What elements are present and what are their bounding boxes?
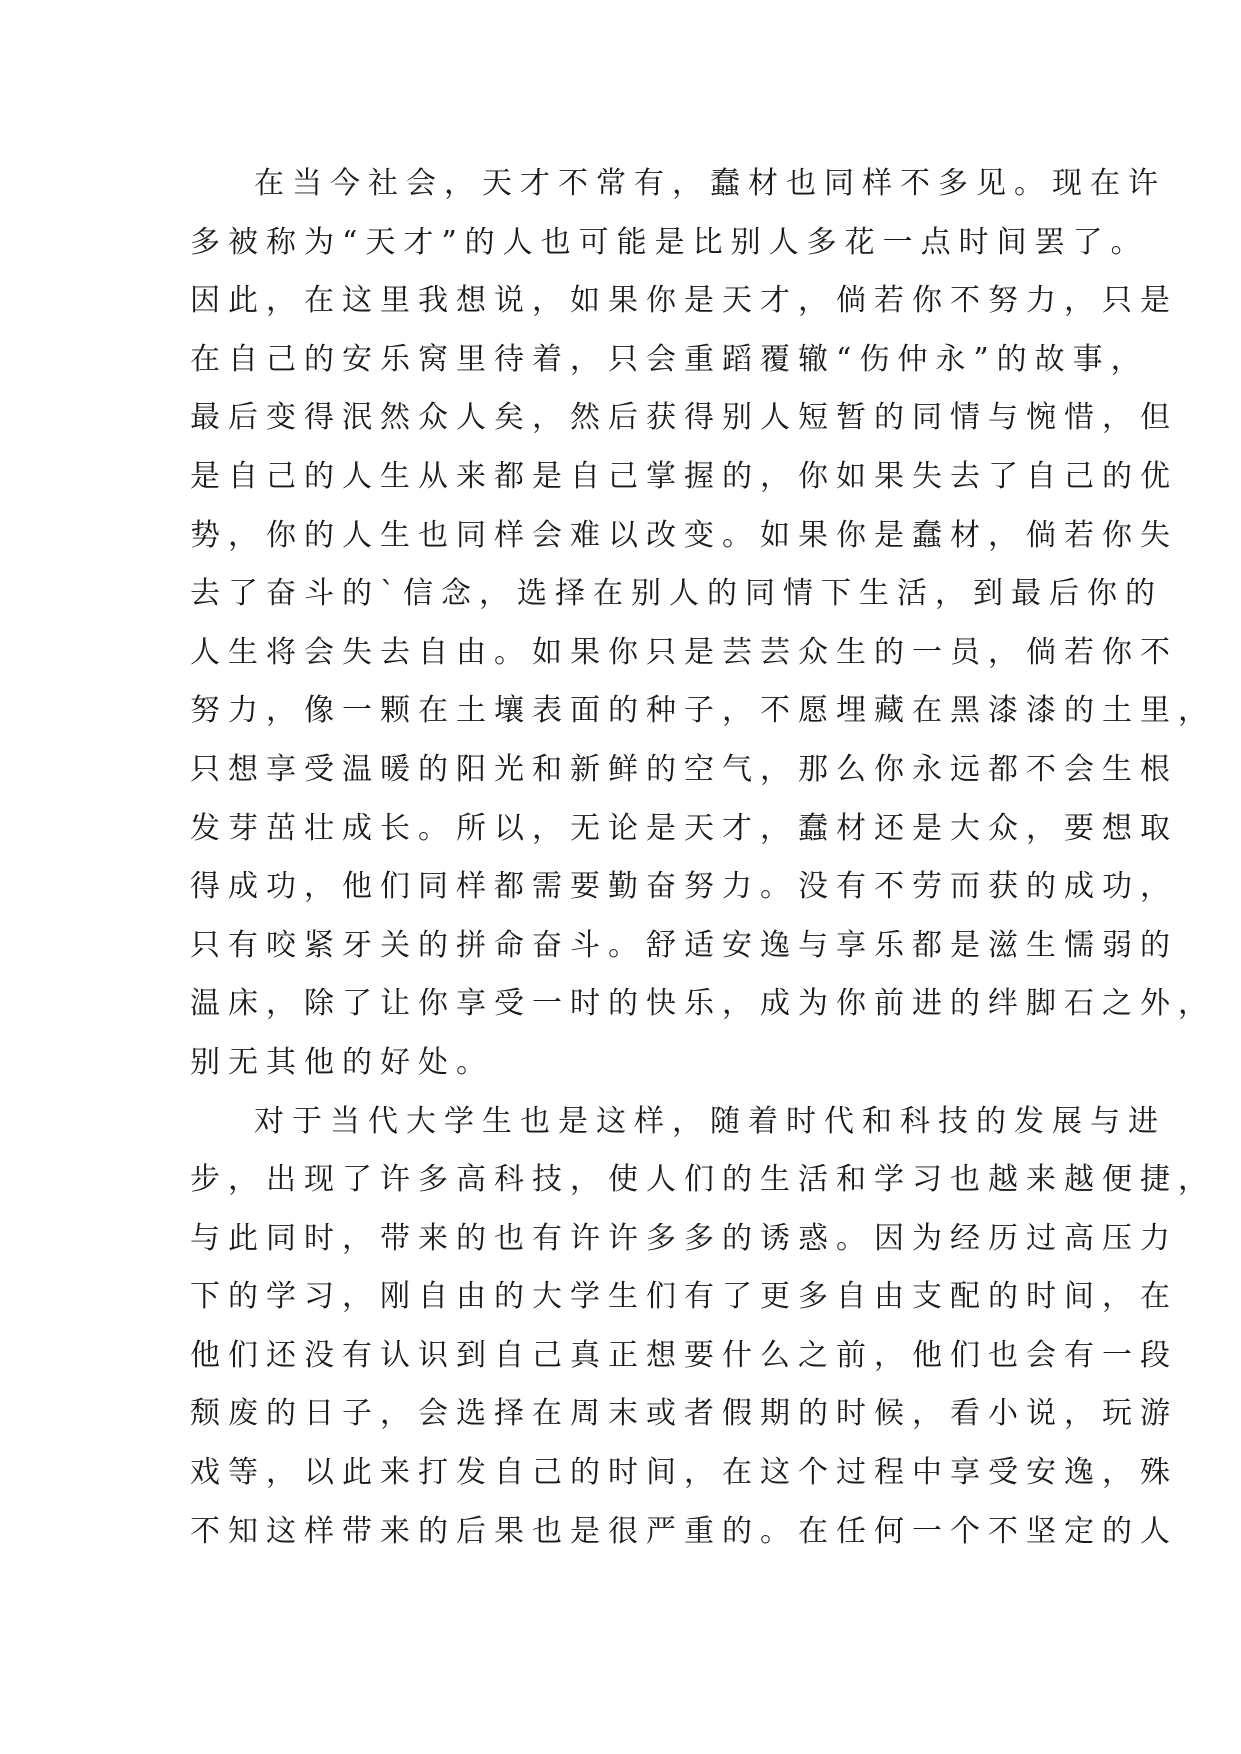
paragraph-1-line: 只想享受温暖的阳光和新鲜的空气，那么你永远都不会生根 [190,751,1178,787]
paragraph-1-line: 去了奋斗的`信念，选择在别人的同情下生活，到最后你的 [190,576,1163,612]
paragraph-1-line: 努力，像一颗在土壤表面的种子，不愿埋藏在黑漆漆的土里， [190,693,1216,729]
paragraph-1-line: 多被称为“天才”的人也可能是比别人多花一点时间罢了。 [190,224,1149,260]
paragraph-1-line: 得成功，他们同样都需要勤奋努力。没有不劳而获的成功， [190,869,1178,905]
paragraph-2-line: 他们还没有认识到自己真正想要什么之前，他们也会有一段 [190,1337,1178,1373]
paragraph-2-line: 不知这样带来的后果也是很严重的。在任何一个不坚定的人 [190,1513,1178,1549]
paragraph-1-line: 人生将会失去自由。如果你只是芸芸众生的一员，倘若你不 [190,634,1178,670]
body-text [190,155,1216,1561]
paragraph-2-line: 与此同时，带来的也有许许多多的诱惑。因为经历过高压力 [190,1220,1178,1256]
paragraph-2-line: 颓废的日子，会选择在周末或者假期的时候，看小说，玩游 [190,1396,1178,1432]
paragraph-2-line: 步，出现了许多高科技，使人们的生活和学习也越来越便捷， [190,1162,1216,1198]
paragraph-1-line: 是自己的人生从来都是自己掌握的，你如果失去了自己的优 [190,458,1178,494]
paragraph-1-line: 只有咬紧牙关的拼命奋斗。舒适安逸与享乐都是滋生懦弱的 [190,927,1178,963]
paragraph-1-line: 因此，在这里我想说，如果你是天才，倘若你不努力，只是 [190,283,1178,319]
paragraph-1-line: 温床，除了让你享受一时的快乐，成为你前进的绊脚石之外， [190,986,1216,1022]
paragraph-2-line: 戏等，以此来打发自己的时间，在这个过程中享受安逸，殊 [190,1455,1178,1491]
paragraph-2-line: 对于当代大学生也是这样，随着时代和科技的发展与进 [254,1103,1166,1139]
paragraph-1-line: 在当今社会，天才不常有，蠢材也同样不多见。现在许 [254,166,1166,201]
paragraph-1-line: 别无其他的好处。 [190,1044,494,1080]
paragraph-1-line: 发芽茁壮成长。所以，无论是天才，蠢材还是大众，要想取 [190,810,1178,846]
paragraph-1-line: 在自己的安乐窝里待着，只会重蹈覆辙“伤仲永”的故事， [190,341,1149,377]
paragraph-1-line: 最后变得泯然众人矣，然后获得别人短暂的同情与惋惜，但 [190,400,1178,436]
paragraph-2-line: 下的学习，刚自由的大学生们有了更多自由支配的时间，在 [190,1279,1178,1315]
paragraph-1-line: 势，你的人生也同样会难以改变。如果你是蠢材，倘若你失 [190,517,1178,553]
